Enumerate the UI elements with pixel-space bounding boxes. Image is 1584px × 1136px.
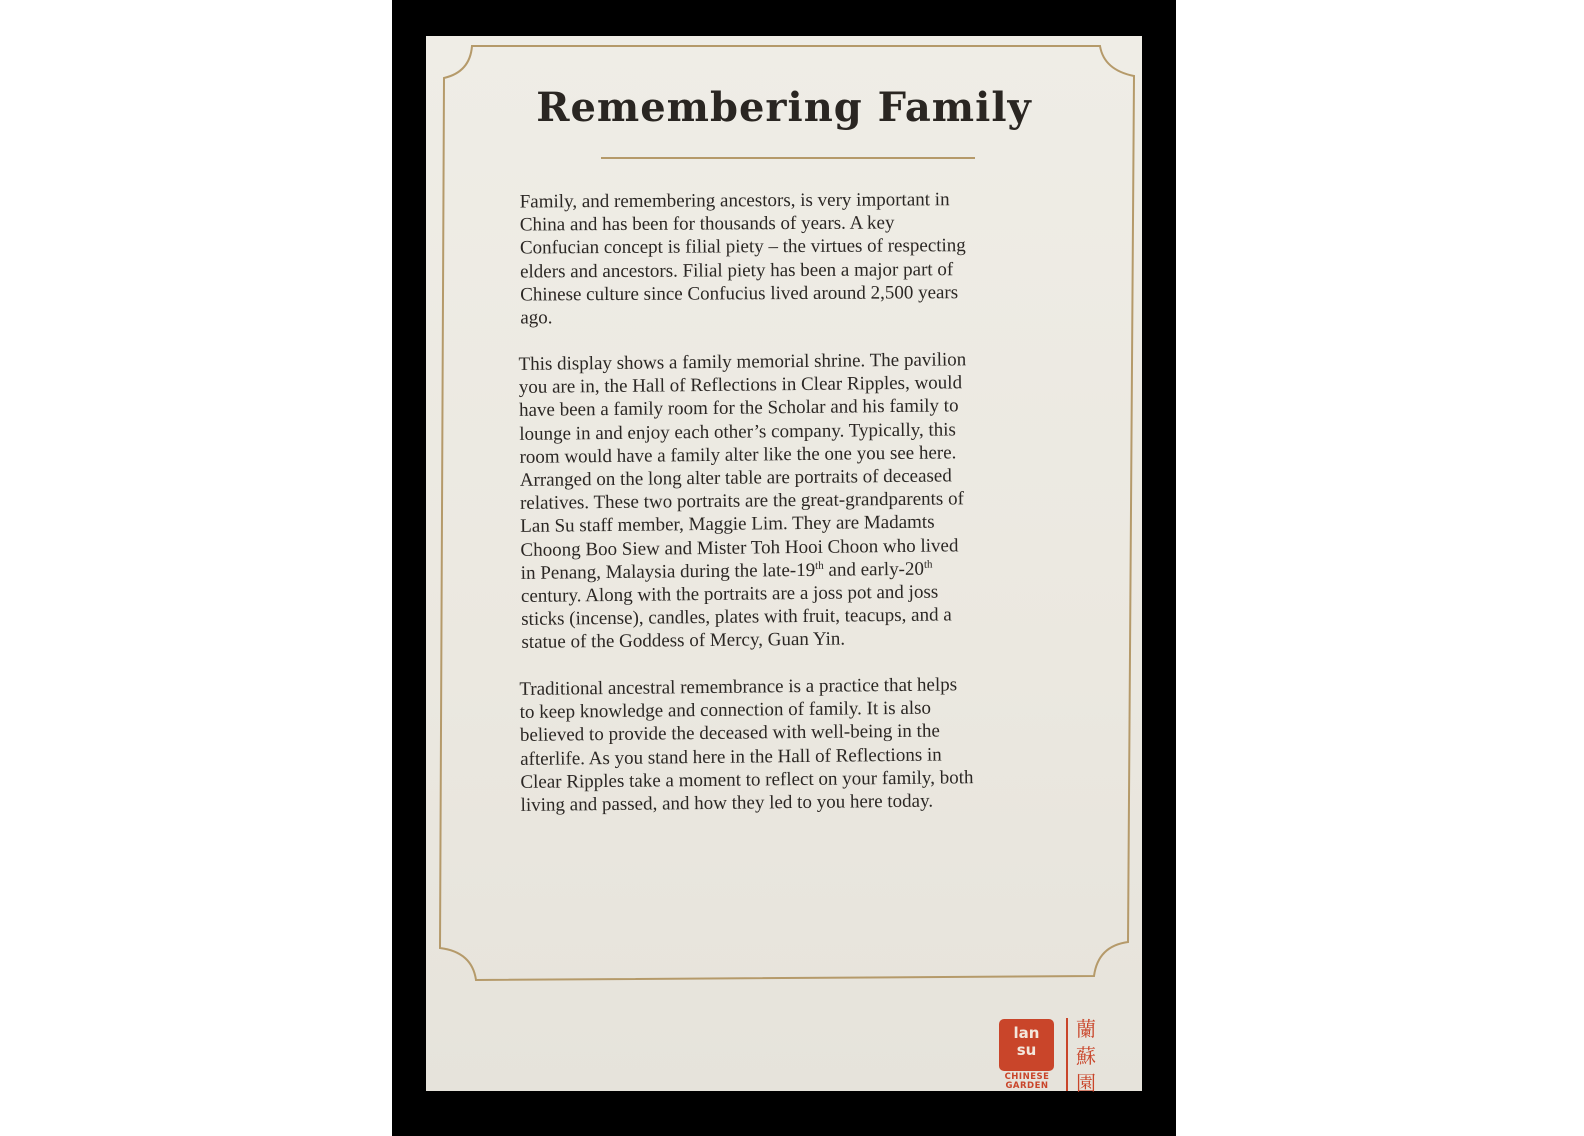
sign-title: Remembering Family [536,84,1032,131]
paragraph-3 [519,672,1080,817]
logo-divider [1066,1018,1068,1091]
text-line: lounge in and enjoy each other’s company. Typically, this [519,418,956,445]
text-line: Family, and remembering ancestors, is very important in [519,189,950,213]
logo-chinese-name [1076,1016,1100,1097]
paragraph-1 [520,188,1081,330]
text-line: to keep knowledge and connection of family. It is also [519,697,932,724]
text-line: sticks (incense), candles, plates with fruit, teacups, and a [521,604,952,631]
title-divider [601,157,975,159]
logo-subtitle-line: GARDEN [1005,1081,1049,1091]
text-line: ago. [520,307,553,329]
logo-text-bottom: su [1016,1041,1037,1059]
text-line: afterlife. As you stand here in the Hall of Reflections in [520,744,942,770]
text-segment: in Penang, Malaysia during the late-19 [520,559,816,584]
chinese-char: 園 [1076,1071,1096,1095]
text-line: Lan Su staff member, Maggie Lim. They are Madamts [520,512,935,538]
text-line: This display shows a family memorial shrine. The pavilion [518,349,967,375]
text-line: living and passed, and how they led to you here today. [520,790,934,816]
chinese-char: 蘇 [1076,1044,1096,1068]
superscript: th [923,558,933,571]
text-line: Arranged on the long alter table are portraits of deceased [519,465,952,491]
superscript: th [815,559,824,572]
text-line: Confucian concept is filial piety – the virtues of respecting [519,235,966,259]
text-line: room would have a family alter like the one you see here. [519,442,957,468]
text-line: Traditional ancestral remembrance is a practice that helps [519,674,958,700]
text-line: elders and ancestors. Filial piety has been a major part of [520,258,954,283]
text-segment: and early-20 [823,558,925,581]
paragraph-2 [518,347,1081,654]
logo-text-top: lan [1013,1024,1040,1042]
text-line: Choong Boo Siew and Mister Toh Hooi Choon who lived [520,534,959,561]
lan-su-logo-mark [999,1019,1054,1071]
text-line: statue of the Goddess of Mercy, Guan Yin. [521,628,846,654]
chinese-char: 蘭 [1076,1017,1096,1041]
text-line: have been a family room for the Scholar and his family to [518,395,959,422]
text-line: relatives. These two portraits are the great-grandparents of [519,488,964,515]
text-line: China and has been for thousands of years. A key [519,212,895,236]
text-line: you are in, the Hall of Reflections in Clear Ripples, would [518,372,963,399]
text-line: Chinese culture since Confucius lived around 2,500 years [520,281,959,306]
text-line: century. Along with the portraits are a joss pot and joss [520,581,939,607]
text-line: believed to provide the deceased with well-being in the [519,720,940,747]
logo-subtitle-line: CHINESE [1004,1072,1050,1082]
text-line: Clear Ripples take a moment to reflect on your family, both [520,766,974,793]
logo-subtitle [998,1073,1056,1091]
